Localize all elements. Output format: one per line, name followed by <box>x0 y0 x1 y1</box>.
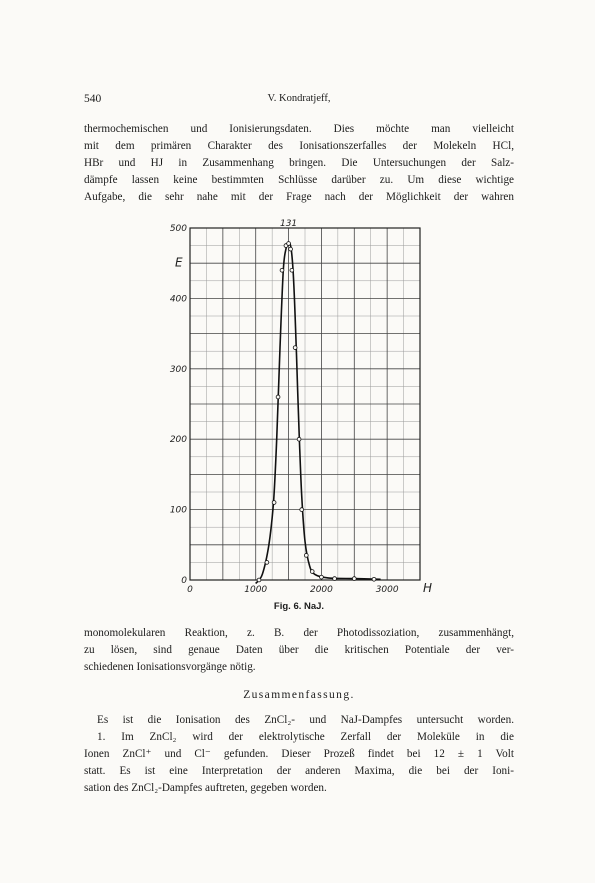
data-point <box>320 575 324 579</box>
y-tick-label: 200 <box>169 435 187 446</box>
peak-label: 131 <box>279 219 298 229</box>
x-tick-label: 1000 <box>244 585 268 595</box>
data-point <box>272 501 276 505</box>
text-line: HBr und HJ in Zusammenhang bringen. Die Untersuchungen der Salz- <box>84 157 514 169</box>
text-line: schiedenen Ionisationsvorgänge nötig. <box>84 661 256 673</box>
x-tick-label: 2000 <box>309 585 333 595</box>
data-point <box>304 553 308 557</box>
data-point <box>265 561 269 565</box>
data-point <box>352 577 356 581</box>
data-point <box>257 578 261 582</box>
y-tick-label: 500 <box>169 224 187 234</box>
y-tick-label: 300 <box>169 364 187 375</box>
text-line: sation des ZnCl₂-Dampfes auftreten, gegeben worden. <box>84 782 327 794</box>
text-line: Aufgabe, die sehr nahe mit der Frage nach der Möglichkeit der wahren <box>84 191 514 203</box>
x-tick-label: 0 <box>187 585 193 595</box>
text-line: zu lösen, sind genaue Daten über die kritischen Potentiale der ver- <box>84 644 514 656</box>
x-axis-label: H <box>423 581 433 595</box>
data-point <box>293 346 297 350</box>
data-point <box>297 437 301 441</box>
running-head: V. Kondratjeff, <box>267 93 331 104</box>
data-point <box>289 247 293 251</box>
data-point <box>290 268 294 272</box>
data-point <box>310 570 314 574</box>
text-line: dämpfe lassen keine bestimmten Schlüsse darüber zu. Um diese wichtige <box>84 174 514 186</box>
data-point <box>276 395 280 399</box>
page-number: 540 <box>84 93 102 105</box>
data-point <box>287 242 291 246</box>
text-line: monomolekularen Reaktion, z. B. der Photodissoziation, zusammenhängt, <box>84 627 514 639</box>
data-curve <box>256 243 381 583</box>
text-line: statt. Es ist eine Interpretation der anderen Maxima, die bei der Ioni- <box>84 765 514 777</box>
figure-caption: Fig. 6. NaJ. <box>273 601 325 612</box>
y-tick-label: 100 <box>169 505 187 516</box>
y-tick-label: 400 <box>169 294 187 305</box>
data-point <box>300 508 304 512</box>
y-axis-label: E <box>175 255 183 270</box>
data-point <box>372 577 376 581</box>
text-line: Es ist die Ionisation des ZnCl₂- und NaJ-Dampfes untersucht worden. <box>97 714 514 726</box>
y-tick-label: 0 <box>181 576 187 586</box>
text-line: Ionen ZnCl⁺ und Cl⁻ gefunden. Dieser Prozeß findet bei 12 ± 1 Volt <box>84 748 514 760</box>
paragraph-mid <box>84 625 514 676</box>
data-point <box>333 577 337 581</box>
data-point <box>280 268 284 272</box>
text-line: mit dem primären Charakter des Ionisationszerfalles der Molekeln HCl, <box>84 140 514 152</box>
section-title: Zusammenfassung. <box>243 689 355 701</box>
summary-paragraph <box>84 712 514 797</box>
x-tick-label: 3000 <box>375 585 399 595</box>
text-line: 1. Im ZnCl₂ wird der elektrolytische Zerfall der Moleküle in die <box>97 731 514 743</box>
text-line: thermochemischen und Ionisierungsdaten. Dies möchte man vielleicht <box>84 123 514 135</box>
